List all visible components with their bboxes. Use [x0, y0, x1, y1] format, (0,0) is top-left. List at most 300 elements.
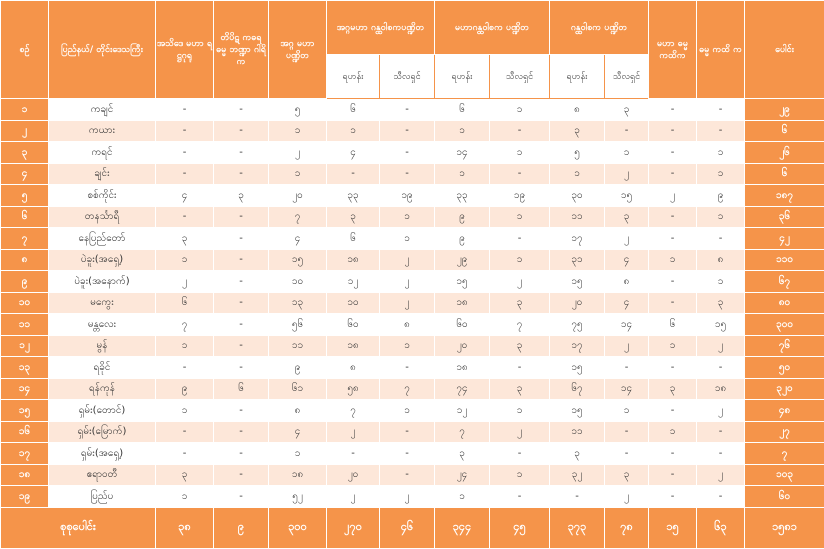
data-cell: ၃ — [435, 443, 490, 465]
table-row — [1, 163, 824, 185]
data-cell: ၃ — [605, 206, 649, 228]
data-cell: ၁၂ — [327, 271, 380, 293]
data-cell: - — [214, 335, 269, 357]
data-cell: - — [214, 314, 269, 336]
row-total: ၈၀ — [745, 292, 824, 314]
header-region: ပြည်နယ်/ တိုင်းဒေသကြီး — [49, 1, 156, 99]
data-cell: ၆၇ — [550, 378, 605, 400]
row-number: ၉ — [1, 271, 49, 293]
total-cell: ၄၅ — [490, 507, 550, 548]
data-cell: ၇ — [435, 421, 490, 443]
row-total: ၃၂၀ — [745, 378, 824, 400]
data-cell: ၁၈ — [435, 292, 490, 314]
data-cell: ၃ — [605, 99, 649, 121]
data-cell: - — [214, 400, 269, 422]
total-cell: ၇၈ — [605, 507, 649, 548]
data-cell: ၁ — [697, 163, 745, 185]
data-cell: - — [214, 357, 269, 379]
region-name: မန္တလေး — [49, 314, 156, 336]
data-cell: - — [380, 99, 435, 121]
data-cell: - — [649, 400, 697, 422]
data-cell: - — [649, 486, 697, 508]
data-cell: ၉ — [435, 206, 490, 228]
data-cell: ၁ — [490, 249, 550, 271]
region-name: ရခိုင် — [49, 357, 156, 379]
table-row — [1, 228, 824, 250]
data-cell: - — [156, 443, 214, 465]
data-cell: ၁ — [649, 335, 697, 357]
data-cell: ၂ — [697, 400, 745, 422]
data-cell: ၂ — [605, 486, 649, 508]
row-number: ၄ — [1, 163, 49, 185]
data-cell: - — [214, 99, 269, 121]
region-name: နေပြည်တော် — [49, 228, 156, 250]
data-cell: ၁ — [380, 228, 435, 250]
row-number: ၁၈ — [1, 464, 49, 486]
row-number: ၆ — [1, 206, 49, 228]
data-cell: - — [214, 292, 269, 314]
data-cell: - — [490, 228, 550, 250]
data-cell: ၁၇ — [550, 335, 605, 357]
region-name: ပြည်ပ — [49, 486, 156, 508]
data-cell: ၁ — [156, 400, 214, 422]
data-cell: ၁ — [605, 400, 649, 422]
data-cell: ၁၅ — [550, 357, 605, 379]
data-cell: ၄ — [269, 421, 327, 443]
data-cell: - — [490, 443, 550, 465]
row-number: ၂ — [1, 120, 49, 142]
region-name: ရှမ်း(အရှေ့) — [49, 443, 156, 465]
total-cell: ၃၇၃ — [550, 507, 605, 548]
table-row — [1, 271, 824, 293]
data-cell: - — [156, 142, 214, 164]
table-row — [1, 206, 824, 228]
subheader-monk: ရဟန်း — [327, 55, 380, 99]
data-cell: ၆ — [214, 378, 269, 400]
data-cell: - — [649, 163, 697, 185]
region-name: မကွေး — [49, 292, 156, 314]
data-cell: ၃ — [490, 378, 550, 400]
data-cell: - — [605, 421, 649, 443]
data-cell: ၂ — [605, 228, 649, 250]
data-cell: ၃ — [490, 335, 550, 357]
data-cell: ၅ — [269, 99, 327, 121]
data-cell: ၁၅ — [435, 271, 490, 293]
data-cell: - — [156, 357, 214, 379]
data-cell: ၁ — [269, 120, 327, 142]
data-cell: - — [649, 271, 697, 293]
row-number: ၁၁ — [1, 314, 49, 336]
total-cell: ၃၄၄ — [435, 507, 490, 548]
table-row — [1, 378, 824, 400]
subheader-monk: ရဟန်း — [550, 55, 605, 99]
region-name: ရန်ကုန် — [49, 378, 156, 400]
data-cell: ၈ — [269, 400, 327, 422]
data-cell: - — [380, 142, 435, 164]
data-cell: - — [649, 120, 697, 142]
data-cell: ၄ — [156, 185, 214, 207]
data-cell: ၈ — [697, 249, 745, 271]
data-cell: ၁၅ — [697, 314, 745, 336]
data-cell: ၂၀ — [435, 335, 490, 357]
data-cell: ၂ — [697, 464, 745, 486]
data-cell: - — [156, 206, 214, 228]
data-cell: - — [649, 443, 697, 465]
table-row — [1, 292, 824, 314]
data-cell: ၇၅ — [550, 314, 605, 336]
data-cell: ၃ — [327, 206, 380, 228]
row-total: ၃၀၀ — [745, 314, 824, 336]
data-cell: ၃ — [156, 464, 214, 486]
data-cell: ၇ — [327, 400, 380, 422]
total-cell: ၃၀၀ — [269, 507, 327, 548]
data-cell: - — [697, 99, 745, 121]
total-cell: ၁၅ — [649, 507, 697, 548]
data-cell: - — [697, 357, 745, 379]
row-number: ၃ — [1, 142, 49, 164]
table-row — [1, 400, 824, 422]
data-cell: ၂ — [327, 421, 380, 443]
data-cell: - — [214, 206, 269, 228]
total-cell: ၉ — [214, 507, 269, 548]
data-cell: ၈ — [380, 314, 435, 336]
data-cell: - — [649, 142, 697, 164]
data-cell: ၇ — [269, 206, 327, 228]
table-row — [1, 99, 824, 121]
total-cell: ၆၃ — [697, 507, 745, 548]
data-cell: ၅ — [550, 142, 605, 164]
row-total: ၄၈ — [745, 400, 824, 422]
data-cell: ၁ — [649, 249, 697, 271]
row-number: ၁၆ — [1, 421, 49, 443]
data-cell: - — [214, 443, 269, 465]
data-cell: ၁၅ — [269, 249, 327, 271]
data-cell: ၂ — [490, 271, 550, 293]
data-cell: - — [697, 443, 745, 465]
data-cell: ၁၁ — [550, 206, 605, 228]
data-cell: ၂ — [156, 271, 214, 293]
data-cell: ၈ — [550, 99, 605, 121]
data-cell: - — [156, 163, 214, 185]
data-cell: ၂ — [380, 486, 435, 508]
data-cell: ၃ — [156, 228, 214, 250]
data-cell: - — [380, 443, 435, 465]
data-cell: ၆ — [327, 99, 380, 121]
data-cell: ၄ — [605, 249, 649, 271]
data-cell: ၃ — [214, 185, 269, 207]
data-cell: ၁ — [490, 142, 550, 164]
data-cell: - — [214, 464, 269, 486]
data-cell: - — [649, 292, 697, 314]
row-total: ၆ — [745, 163, 824, 185]
data-cell: ၁ — [490, 99, 550, 121]
header-total: ပေါင်း — [745, 1, 824, 99]
data-cell: - — [380, 421, 435, 443]
data-cell: ၁ — [269, 163, 327, 185]
table-row — [1, 357, 824, 379]
data-cell: ၂ — [327, 486, 380, 508]
row-number: ၅ — [1, 185, 49, 207]
data-cell: - — [649, 357, 697, 379]
data-cell: - — [380, 357, 435, 379]
region-name: ကချင် — [49, 99, 156, 121]
data-cell: ၂ — [697, 335, 745, 357]
row-total: ၆၇ — [745, 271, 824, 293]
total-cell: ၄၆ — [380, 507, 435, 548]
data-cell: ၁ — [550, 163, 605, 185]
header-ganthavacaka: ဂန္ထဝါစက ပဏ္ဍိတ — [550, 1, 649, 55]
data-cell: ၉ — [156, 378, 214, 400]
region-name: ဧရာဝတီ — [49, 464, 156, 486]
data-cell: ၉ — [435, 228, 490, 250]
data-cell: ၁၇ — [550, 228, 605, 250]
row-number: ၇ — [1, 228, 49, 250]
data-cell: - — [380, 163, 435, 185]
header-maha-dhamma: မဟာ ဓမ္မ ကထိက — [649, 1, 697, 99]
row-number: ၁၄ — [1, 378, 49, 400]
data-cell: - — [214, 163, 269, 185]
data-cell: ၇ — [156, 314, 214, 336]
row-number: ၁၅ — [1, 400, 49, 422]
region-name: ပဲခူး(အရှေ့) — [49, 249, 156, 271]
data-cell: ၂ — [490, 421, 550, 443]
data-cell: ၆ — [649, 314, 697, 336]
data-cell: ၇ — [380, 378, 435, 400]
data-cell: ၂ — [605, 163, 649, 185]
data-cell: ၁ — [697, 206, 745, 228]
data-cell: - — [605, 120, 649, 142]
data-cell: - — [156, 421, 214, 443]
data-cell: ၁ — [156, 249, 214, 271]
data-cell: - — [380, 464, 435, 486]
table-row — [1, 335, 824, 357]
data-cell: ၁ — [327, 120, 380, 142]
data-cell: - — [214, 120, 269, 142]
data-cell: ၁၅ — [605, 185, 649, 207]
data-cell: ၆ — [435, 99, 490, 121]
data-cell: - — [490, 357, 550, 379]
data-cell: - — [649, 206, 697, 228]
row-number: ၁၂ — [1, 335, 49, 357]
data-cell: - — [380, 120, 435, 142]
data-cell: ၁၈ — [435, 357, 490, 379]
data-cell: ၁၄ — [605, 378, 649, 400]
row-total: ၃၆ — [745, 206, 824, 228]
region-name: စစ်ကိုင်း — [49, 185, 156, 207]
data-cell: ၁၅ — [550, 271, 605, 293]
data-cell: ၁၈ — [327, 249, 380, 271]
data-cell: ၆ — [327, 228, 380, 250]
table-row — [1, 120, 824, 142]
data-cell: - — [214, 271, 269, 293]
data-cell: - — [327, 163, 380, 185]
total-cell: ၂၇၀ — [327, 507, 380, 548]
subheader-nun: သီလရှင် — [490, 55, 550, 99]
data-cell: ၅၂ — [269, 486, 327, 508]
table-row — [1, 185, 824, 207]
data-cell: ၃ — [697, 292, 745, 314]
data-cell: ၂ — [380, 249, 435, 271]
table-row — [1, 464, 824, 486]
row-number: ၁၉ — [1, 486, 49, 508]
table-row — [1, 314, 824, 336]
row-total: ၂၇ — [745, 421, 824, 443]
data-cell: ၁၈ — [269, 464, 327, 486]
region-name: ကယား — [49, 120, 156, 142]
data-cell: - — [214, 421, 269, 443]
data-cell: ၄ — [605, 292, 649, 314]
data-cell: ၁ — [435, 163, 490, 185]
data-cell: ၉ — [697, 185, 745, 207]
data-cell: ၂ — [605, 335, 649, 357]
data-cell: ၁ — [697, 271, 745, 293]
data-cell: - — [605, 357, 649, 379]
data-cell: ၁၂ — [435, 400, 490, 422]
table-row — [1, 142, 824, 164]
header-agga-maha-pandita: အဂ္ဂ မဟာ ပဏ္ဍိတ — [269, 1, 327, 99]
data-cell: ၁၅ — [550, 400, 605, 422]
row-number: ၈ — [1, 249, 49, 271]
row-total: ၂၉ — [745, 99, 824, 121]
data-cell: ၁ — [435, 486, 490, 508]
data-cell: - — [214, 228, 269, 250]
row-total: ၆၀ — [745, 486, 824, 508]
data-cell: ၉ — [269, 357, 327, 379]
row-total: ၆ — [745, 120, 824, 142]
table-row — [1, 443, 824, 465]
data-cell: - — [214, 249, 269, 271]
data-cell: ၄ — [269, 228, 327, 250]
data-cell: ၆၀ — [435, 314, 490, 336]
data-cell: ၁ — [697, 142, 745, 164]
table-row — [1, 249, 824, 271]
row-total: ၁၁၀ — [745, 249, 824, 271]
data-cell: - — [327, 443, 380, 465]
data-cell: ၂ — [380, 271, 435, 293]
data-cell: - — [649, 464, 697, 486]
header-dhamma-school: အသိဒေ မဟာ ရဋ္ဌဂုရု — [156, 1, 214, 99]
data-cell: - — [697, 486, 745, 508]
region-name: ရှမ်း(မြောက်) — [49, 421, 156, 443]
data-cell: ၆၁ — [269, 378, 327, 400]
data-cell: ၁၁ — [269, 335, 327, 357]
data-cell: ၁ — [156, 486, 214, 508]
data-cell: ၁၈ — [697, 378, 745, 400]
header-dhamma-kathika: ဓမ္မ ကထိ က — [697, 1, 745, 99]
row-number: ၁၇ — [1, 443, 49, 465]
data-cell: ၃ — [550, 120, 605, 142]
data-cell: ၁ — [380, 206, 435, 228]
data-cell: ၇၄ — [435, 378, 490, 400]
data-cell: ၃ — [605, 464, 649, 486]
row-total: ၅၀ — [745, 357, 824, 379]
data-cell: - — [490, 486, 550, 508]
subheader-nun: သီလရှင် — [380, 55, 435, 99]
data-cell: - — [490, 120, 550, 142]
row-number: ၁၀ — [1, 292, 49, 314]
data-cell: ၃၁ — [550, 249, 605, 271]
data-cell: ၃၂ — [550, 464, 605, 486]
data-cell: - — [550, 486, 605, 508]
data-cell: - — [490, 163, 550, 185]
data-cell: ၁ — [156, 335, 214, 357]
data-cell: ၃၀ — [550, 185, 605, 207]
data-cell: ၂၀ — [550, 292, 605, 314]
region-name: ပဲခူး(အနောက်) — [49, 271, 156, 293]
row-number: ၁၃ — [1, 357, 49, 379]
data-cell: ၁ — [490, 206, 550, 228]
data-cell: ၁၈ — [327, 335, 380, 357]
data-cell: ၈ — [327, 357, 380, 379]
data-cell: ၃ — [550, 443, 605, 465]
data-cell: - — [697, 228, 745, 250]
data-cell: ၁၁ — [550, 421, 605, 443]
data-cell: ၁၀ — [327, 292, 380, 314]
data-cell: - — [649, 228, 697, 250]
data-cell: - — [697, 120, 745, 142]
data-cell: ၂၀ — [327, 464, 380, 486]
total-cell: ၃၈ — [156, 507, 214, 548]
header-agga-maha-saddhamma: အဂ္ဂမဟာ ဂန္ထဝါစကပဏ္ဍိတ — [327, 1, 435, 55]
data-cell: ၂၀ — [269, 185, 327, 207]
data-cell: - — [214, 142, 269, 164]
data-cell: - — [156, 99, 214, 121]
data-cell: ၁ — [269, 443, 327, 465]
data-cell: ၁၄ — [605, 314, 649, 336]
subheader-monk: ရဟန်း — [435, 55, 490, 99]
row-total: ၇၆ — [745, 335, 824, 357]
data-cell: - — [156, 120, 214, 142]
row-total: ၁၈၇ — [745, 185, 824, 207]
header-sn: စဉ် — [1, 1, 49, 99]
data-cell: ၁၉ — [380, 185, 435, 207]
data-cell: ၁ — [380, 400, 435, 422]
total-row — [1, 507, 824, 548]
data-cell: ၃၃ — [327, 185, 380, 207]
data-cell: ၅၆ — [269, 314, 327, 336]
data-cell: - — [605, 443, 649, 465]
grand-total: ၁၅၈၁ — [745, 507, 824, 548]
region-name: ကရင် — [49, 142, 156, 164]
data-cell: ၁၉ — [490, 185, 550, 207]
data-cell: ၂ — [269, 142, 327, 164]
data-cell: ၁ — [490, 400, 550, 422]
data-cell: ၂၉ — [435, 249, 490, 271]
data-cell: ၁၄ — [435, 142, 490, 164]
data-cell: ၃၃ — [435, 185, 490, 207]
data-cell: ၄ — [327, 142, 380, 164]
data-cell: - — [649, 99, 697, 121]
subheader-nun: သီလရှင် — [605, 55, 649, 99]
data-cell: ၆ — [156, 292, 214, 314]
table-row — [1, 486, 824, 508]
data-cell: ၁၀ — [269, 271, 327, 293]
data-cell: ၆၀ — [327, 314, 380, 336]
region-name: တနင်္သာရီ — [49, 206, 156, 228]
data-cell: - — [214, 486, 269, 508]
data-cell: ၁ — [649, 421, 697, 443]
header-maha-ganthavacaka: မဟာဂန္ထဝါစက ပဏ္ဍိတ — [435, 1, 550, 55]
table-row — [1, 421, 824, 443]
row-total: ၁၀၃ — [745, 464, 824, 486]
data-cell: ၁ — [605, 142, 649, 164]
data-cell: ၃ — [490, 292, 550, 314]
data-cell: ၃ — [649, 378, 697, 400]
data-cell: ၇ — [490, 314, 550, 336]
data-cell: ၁ — [435, 120, 490, 142]
data-cell: ၂ — [380, 292, 435, 314]
data-cell: ၁၃ — [269, 292, 327, 314]
